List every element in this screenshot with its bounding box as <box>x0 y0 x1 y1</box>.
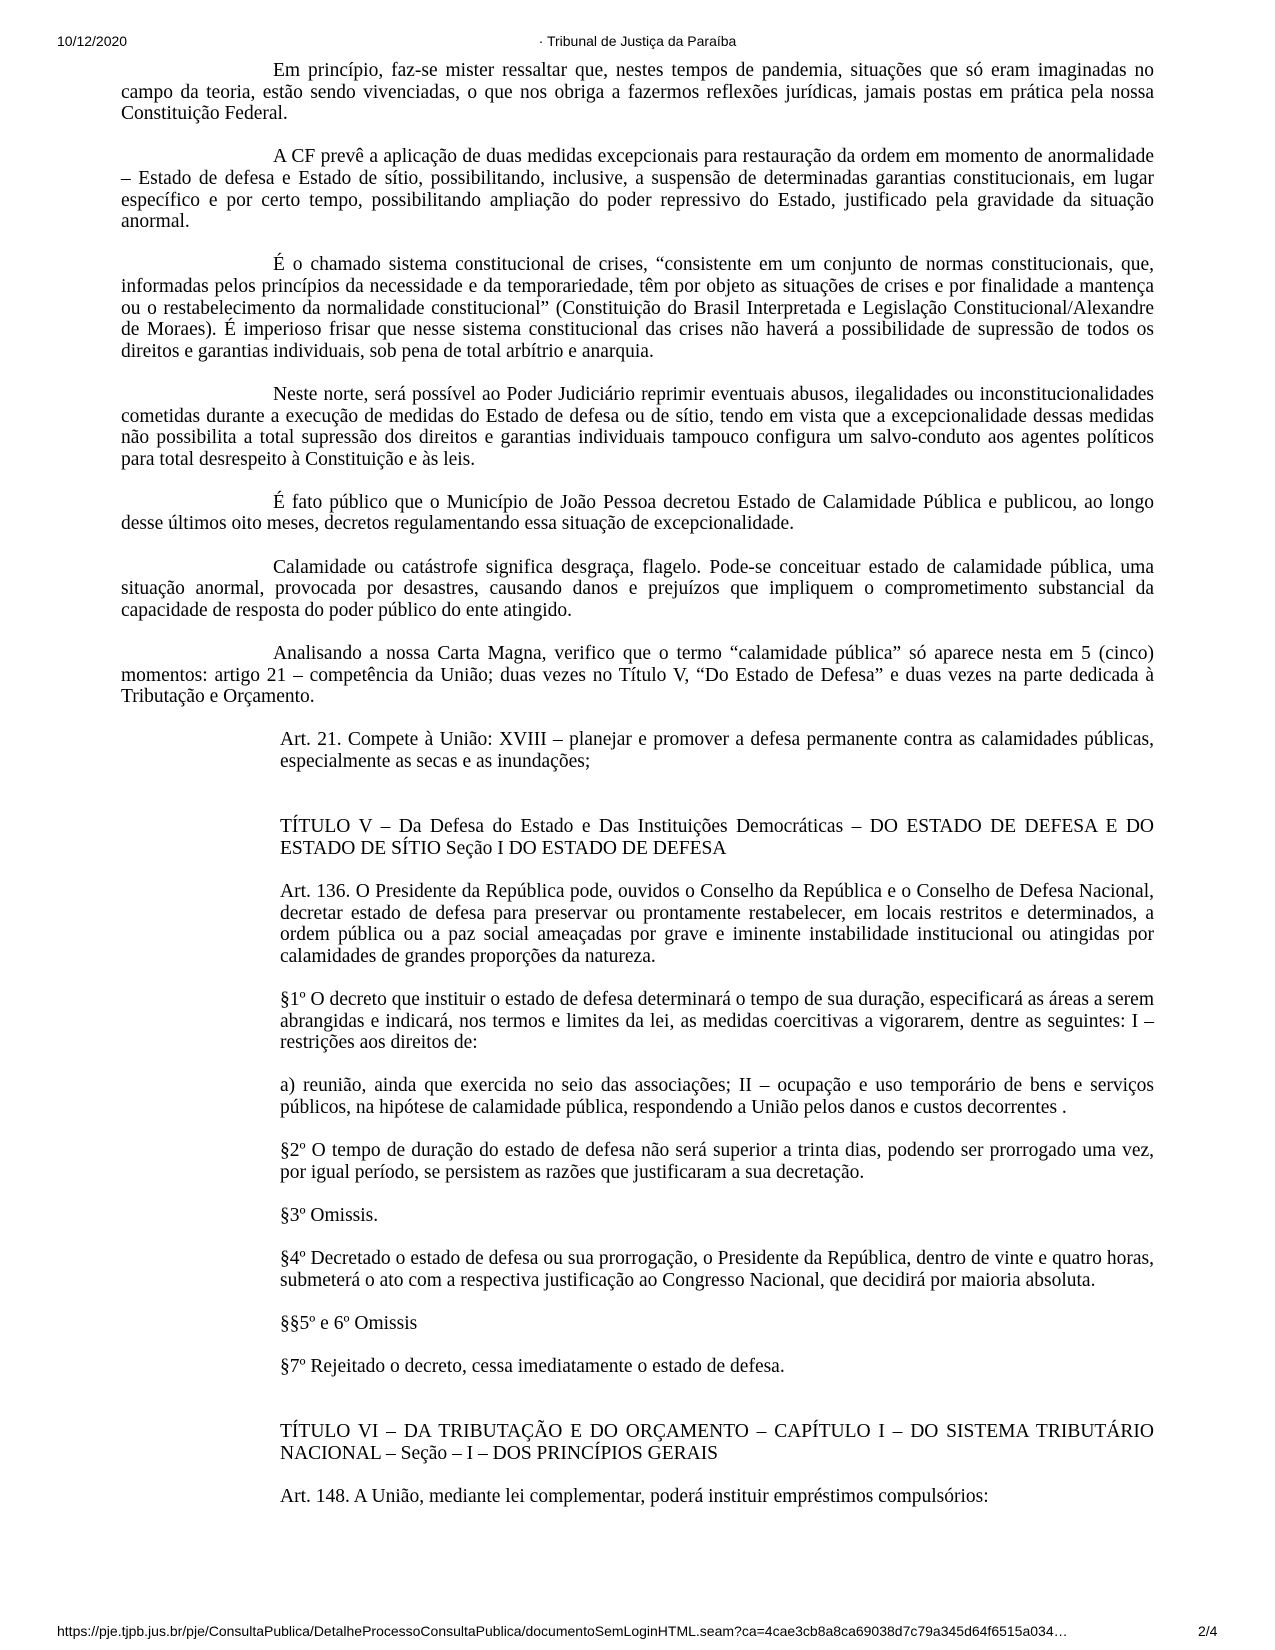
citation-par-3: §3º Omissis. <box>280 1204 379 1226</box>
citation-titulo-vi: TÍTULO VI – DA TRIBUTAÇÃO E DO ORÇAMENTO – CAPÍTULO I – DO SISTEMA TRIBUTÁRIO NACIONAL – Seção – I – DOS PRINCÍPIOS GERAIS <box>280 1421 1154 1464</box>
page-header-title: · Tribunal de Justiça da Paraíba <box>538 33 737 49</box>
paragraph-calamidade: Calamidade ou catástrofe significa desgraça, flagelo. Pode-se conceituar estado de calamidade pública, uma situação anormal, provocada por desastres, causando danos e prejuízos que impliquem o comprometimento substancial da capacidade de resposta do poder público do ente atingido. <box>121 556 1154 621</box>
citation-par-1a: a) reunião, ainda que exercida no seio das associações; II – ocupação e uso temporário de bens e serviços públicos, na hipótese de calamidade pública, respondendo a União pelos danos e custos decorrentes . <box>280 1075 1154 1118</box>
document-body <box>121 60 1154 1529</box>
citation-par-2: §2º O tempo de duração do estado de defesa não será superior a trinta dias, podendo ser prorrogado uma vez, por igual período, se persistem as razões que justificaram a sua decretação. <box>280 1140 1154 1183</box>
paragraph-poder-judiciario: Neste norte, será possível ao Poder Judiciário reprimir eventuais abusos, ilegalidades ou inconstitucionalidades cometidas durante a execução de medidas do Estado de defesa ou de sítio, tendo em vista que a excepcionalidade dessas medidas não possibilita a total supressão dos direitos e garantias individuais tampouco configura um salvo-conduto aos agentes políticos para total desrespeito à Constituição e às leis. <box>121 383 1154 470</box>
spacer <box>121 794 1154 816</box>
page-number: 2/4 <box>1198 1623 1218 1639</box>
print-date: 10/12/2020 <box>57 33 128 49</box>
paragraph-sistema-crises: É o chamado sistema constitucional de crises, “consistente em um conjunto de normas constitucionais, que, informadas pelos princípios da necessidade e da temporariedade, têm por objeto as situações de crises e por finalidade a mantença ou o restabelecimento da normalidade constitucional” (Constituição do Brasil Interpretada e Legislação Constitucional/Alexandre de Moraes). É imperioso frisar que nesse sistema constitucional das crises não haverá a possibilidade de supressão de todos os direitos e garantias individuais, sob pena de total arbítrio e anarquia. <box>121 254 1154 362</box>
paragraph-carta-magna: Analisando a nossa Carta Magna, verifico que o termo “calamidade pública” só aparece nesta em 5 (cinco) momentos: artigo 21 – competência da União; duas vezes no Título V, “Do Estado de Defesa” e duas vezes na parte dedicada à Tributação e Orçamento. <box>121 643 1154 708</box>
citation-par-1: §1º O decreto que instituir o estado de defesa determinará o tempo de sua duração, especificará as áreas a serem abrangidas e indicará, nos termos e limites da lei, as medidas coercitivas a vigorarem, dentre as seguintes: I – restrições aos direitos de: <box>280 988 1154 1054</box>
citation-titulo-v: TÍTULO V – Da Defesa do Estado e Das Instituições Democráticas – DO ESTADO DE DEFESA E DO ESTADO DE SÍTIO Seção I DO ESTADO DE DEFESA <box>280 816 1154 859</box>
citation-art-148: Art. 148. A União, mediante lei complementar, poderá instituir empréstimos compulsórios: <box>280 1486 989 1507</box>
citation-art-21: Art. 21. Compete à União: XVIII – planejar e promover a defesa permanente contra as calamidades públicas, especialmente as secas e as inundações; <box>280 729 1154 772</box>
citation-par-5-6: §§5º e 6º Omissis <box>280 1312 418 1334</box>
citation-art-136: Art. 136. O Presidente da República pode, ouvidos o Conselho da República e o Conselho de Defesa Nacional, decretar estado de defesa para preservar ou prontamente restabelecer, em locais restritos e determinados, a ordem pública ou a paz social ameaçadas por grave e iminente instabilidade institucional ou atingidas por calamidades de grandes proporções da natureza. <box>280 880 1154 967</box>
footer-url: https://pje.tjpb.jus.br/pje/ConsultaPublica/DetalheProcessoConsultaPublica/documentoSemLoginHTML.seam?ca=4cae3cb8a8ca69038d7c79a345d64f6515a034… <box>57 1623 1068 1639</box>
spacer <box>121 1399 1154 1421</box>
citation-par-7: §7º Rejeitado o decreto, cessa imediatamente o estado de defesa. <box>280 1356 785 1378</box>
paragraph-principio: Em princípio, faz-se mister ressaltar que, nestes tempos de pandemia, situações que só eram imaginadas no campo da teoria, estão sendo vivenciadas, o que nos obriga a fazermos reflexões jurídicas, jamais postas em prática pela nossa Constituição Federal. <box>121 60 1154 125</box>
paragraph-fato-publico: É fato público que o Município de João Pessoa decretou Estado de Calamidade Pública e publicou, ao longo desse últimos oito meses, decretos regulamentando essa situação de excepcionalidade. <box>121 491 1154 535</box>
citation-par-4: §4º Decretado o estado de defesa ou sua prorrogação, o Presidente da República, dentro de vinte e quatro horas, submeterá o ato com a respectiva justificação ao Congresso Nacional, que decidirá por maioria absoluta. <box>280 1248 1154 1291</box>
paragraph-cf-medidas: A CF prevê a aplicação de duas medidas excepcionais para restauração da ordem em momento de anormalidade – Estado de defesa e Estado de sítio, possibilitando, inclusive, a suspensão de determinadas garantias constitucionais, em lugar específico e por certo tempo, possibilitando ampliação do poder repressivo do Estado, justificado pela gravidade da situação anormal. <box>121 146 1154 233</box>
